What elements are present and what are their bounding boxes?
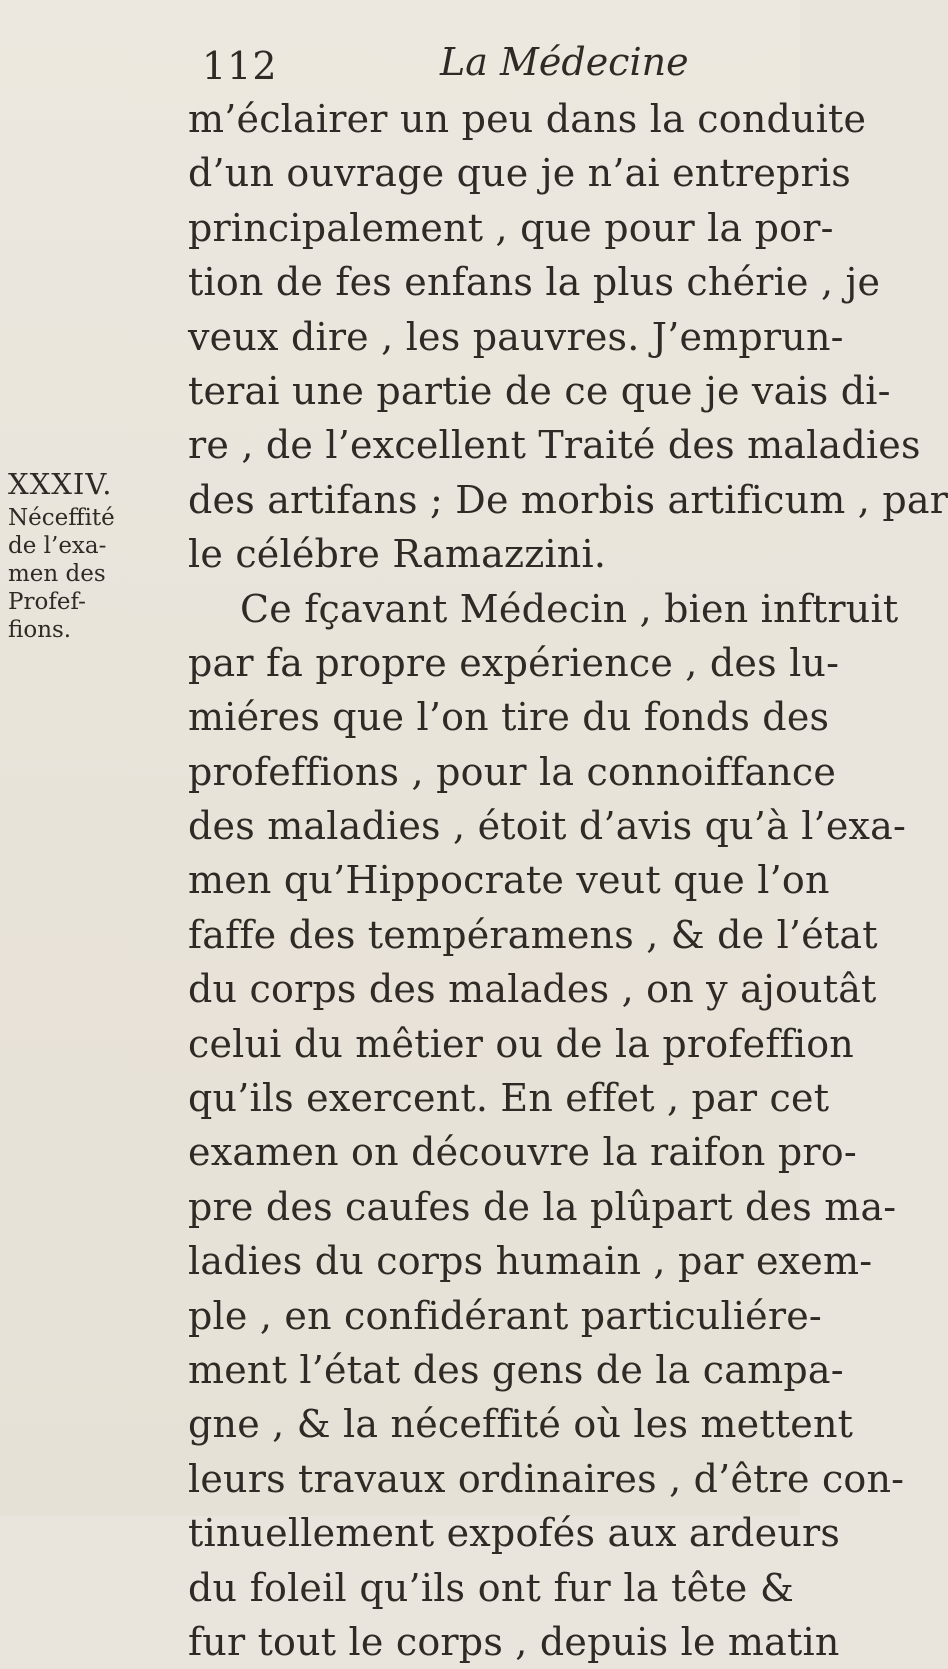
- text-line: fur tout le corps , depuis le matin: [188, 1619, 840, 1664]
- text-line: tion de fes enfans la plus chérie , je: [188, 260, 881, 305]
- text-line: qu’ils exercent. En effet , par cet: [188, 1076, 830, 1121]
- margin-note-line: Profef-: [8, 589, 86, 615]
- page-header: [202, 40, 792, 88]
- text-line: d’un ouvrage que je n’ai entrepris: [188, 151, 851, 196]
- text-line: re , de l’excellent Traité des maladies: [188, 423, 921, 468]
- text-line: m’éclairer un peu dans la conduite: [188, 97, 867, 141]
- text-line: Ce fçavant Médecin , bien inftruit: [240, 586, 899, 631]
- text-line: pre des caufes de la plûpart des ma-: [188, 1184, 897, 1229]
- text-line: des maladies , étoit d’avis qu’à l’exa-: [188, 804, 907, 849]
- text-line: ment l’état des gens de la campa-: [188, 1347, 844, 1392]
- text-line: par fa propre expérience , des lu-: [188, 640, 840, 685]
- margin-note-line: fions.: [8, 617, 72, 643]
- text-line: des artifans ; De morbis artificum , par: [188, 477, 948, 522]
- text-line: tinuellement expofés aux ardeurs: [188, 1511, 841, 1556]
- margin-note-line: de l’exa-: [8, 533, 107, 559]
- text-line: miéres que l’on tire du fonds des: [188, 695, 830, 740]
- text-line: du corps des malades , on y ajoutât: [188, 967, 877, 1012]
- margin-note-number: XXXIV.: [8, 467, 113, 501]
- text-line: faffe des tempéramens , & de l’état: [188, 912, 878, 957]
- text-line: celui du mêtier ou de la profeffion: [188, 1021, 854, 1066]
- text-line: ple , en confidérant particuliére-: [188, 1293, 822, 1338]
- text-line: principalement , que pour la por-: [188, 205, 834, 250]
- text-line: du foleil qu’ils ont fur la tête &: [188, 1565, 794, 1610]
- text-line: ladies du corps humain , par exem-: [188, 1239, 873, 1284]
- margin-note-line: men des: [8, 561, 106, 587]
- text-line: profeffions , pour la connoiffance: [188, 749, 837, 794]
- text-line: men qu’Hippocrate veut que l’on: [188, 858, 830, 903]
- margin-note-line: Néceffité: [8, 505, 115, 531]
- text-line: gne , & la néceffité où les mettent: [188, 1402, 854, 1447]
- text-line: leurs travaux ordinaires , d’être con-: [188, 1456, 905, 1501]
- text-line: veux dire , les pauvres. J’emprun-: [188, 314, 844, 359]
- text-line: le célébre Ramazzini.: [188, 532, 607, 577]
- running-title: La Médecine: [440, 40, 689, 84]
- margin-note: [8, 464, 178, 644]
- body-text: [188, 92, 948, 1669]
- text-line: examen on découvre la raifon pro-: [188, 1130, 857, 1175]
- page-number: 112: [202, 44, 278, 88]
- text-line: terai une partie de ce que je vais di-: [188, 368, 891, 413]
